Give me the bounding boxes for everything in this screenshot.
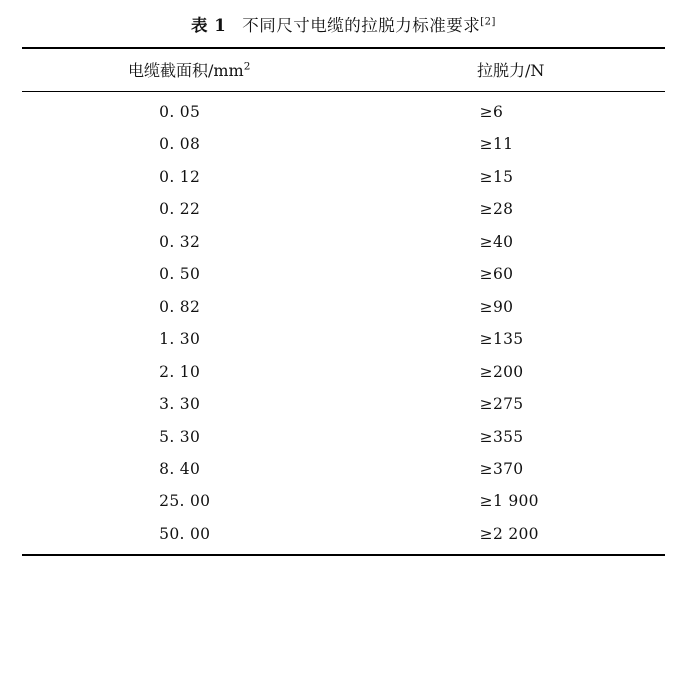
cell-pull-off-force (356, 518, 665, 554)
table-row (22, 193, 665, 225)
cell-pull-off-force (356, 258, 665, 290)
table-row (22, 420, 665, 452)
cell-cable-area (22, 161, 356, 193)
table-bottom-rule (22, 554, 665, 556)
table-caption-label: 表 1 (191, 16, 227, 35)
cell-pull-off-force (356, 92, 665, 129)
cell-cable-area (22, 128, 356, 160)
cell-pull-off-force-value: ≥355 (479, 427, 524, 446)
cell-pull-off-force-value: ≥60 (479, 265, 514, 284)
table-row (22, 161, 665, 193)
cell-cable-area (22, 356, 356, 388)
table-body (22, 92, 665, 555)
cell-cable-area-value: 50. 00 (159, 524, 211, 543)
table-row (22, 128, 665, 160)
cell-cable-area-value: 0. 82 (159, 297, 201, 316)
cell-pull-off-force (356, 161, 665, 193)
cell-pull-off-force-value: ≥11 (479, 135, 514, 154)
cell-cable-area-value: 0. 08 (159, 135, 201, 154)
table-row (22, 291, 665, 323)
cell-pull-off-force (356, 453, 665, 485)
cell-cable-area-value: 0. 12 (159, 167, 201, 186)
cell-cable-area-value: 3. 30 (159, 395, 201, 414)
cell-pull-off-force-value: ≥28 (479, 200, 514, 219)
cell-cable-area-value: 0. 05 (159, 103, 201, 121)
cell-pull-off-force-value: ≥2 200 (479, 524, 539, 543)
cell-cable-area (22, 388, 356, 420)
cell-pull-off-force (356, 356, 665, 388)
cell-cable-area-value: 2. 10 (159, 362, 201, 381)
cell-cable-area-value: 0. 50 (159, 265, 201, 284)
column-header-cable-area-exponent: 2 (243, 60, 251, 73)
column-header-pull-off-force-text: 拉脱力/N (476, 61, 545, 80)
cell-pull-off-force-value: ≥90 (479, 297, 514, 316)
table-row (22, 226, 665, 258)
table-row (22, 258, 665, 290)
cell-pull-off-force (356, 420, 665, 452)
pull-off-force-table (22, 47, 665, 554)
table-header-row (22, 48, 665, 92)
table-row (22, 453, 665, 485)
cell-cable-area (22, 92, 356, 129)
table-caption-reference: [2] (480, 16, 496, 28)
cell-pull-off-force (356, 323, 665, 355)
cell-cable-area (22, 258, 356, 290)
cell-cable-area-value: 0. 22 (159, 200, 201, 219)
cell-pull-off-force (356, 226, 665, 258)
column-header-cable-area (22, 48, 356, 92)
cell-pull-off-force (356, 193, 665, 225)
table-head (22, 48, 665, 92)
cell-cable-area (22, 323, 356, 355)
cell-pull-off-force (356, 291, 665, 323)
table-row (22, 323, 665, 355)
cell-pull-off-force-value: ≥135 (479, 330, 524, 349)
cell-cable-area (22, 193, 356, 225)
cell-cable-area (22, 453, 356, 485)
cell-pull-off-force-value: ≥15 (479, 167, 514, 186)
cell-cable-area (22, 420, 356, 452)
column-header-cable-area-text: 电缆截面积/mm (127, 61, 244, 80)
cell-pull-off-force-value: ≥40 (479, 232, 514, 251)
table-row (22, 485, 665, 517)
cell-pull-off-force (356, 128, 665, 160)
table-row (22, 518, 665, 554)
cell-pull-off-force-value: ≥275 (479, 395, 524, 414)
cell-pull-off-force-value: ≥200 (479, 362, 524, 381)
cell-cable-area-value: 1. 30 (159, 330, 201, 349)
table-row (22, 388, 665, 420)
cell-pull-off-force-value: ≥6 (479, 103, 504, 121)
cell-cable-area (22, 226, 356, 258)
cell-cable-area (22, 291, 356, 323)
cell-cable-area-value: 25. 00 (159, 492, 211, 511)
cell-pull-off-force-value: ≥370 (479, 459, 524, 478)
table-caption-title: 不同尺寸电缆的拉脱力标准要求 (242, 16, 481, 35)
cell-pull-off-force-value: ≥1 900 (479, 492, 539, 511)
cell-pull-off-force (356, 388, 665, 420)
table-row (22, 356, 665, 388)
cell-cable-area-value: 0. 32 (159, 232, 201, 251)
table-row (22, 92, 665, 129)
cell-pull-off-force (356, 485, 665, 517)
cell-cable-area (22, 518, 356, 554)
cell-cable-area (22, 485, 356, 517)
cell-cable-area-value: 8. 40 (159, 459, 201, 478)
cell-cable-area-value: 5. 30 (159, 427, 201, 446)
table-caption (0, 0, 687, 47)
column-header-pull-off-force (356, 48, 665, 92)
